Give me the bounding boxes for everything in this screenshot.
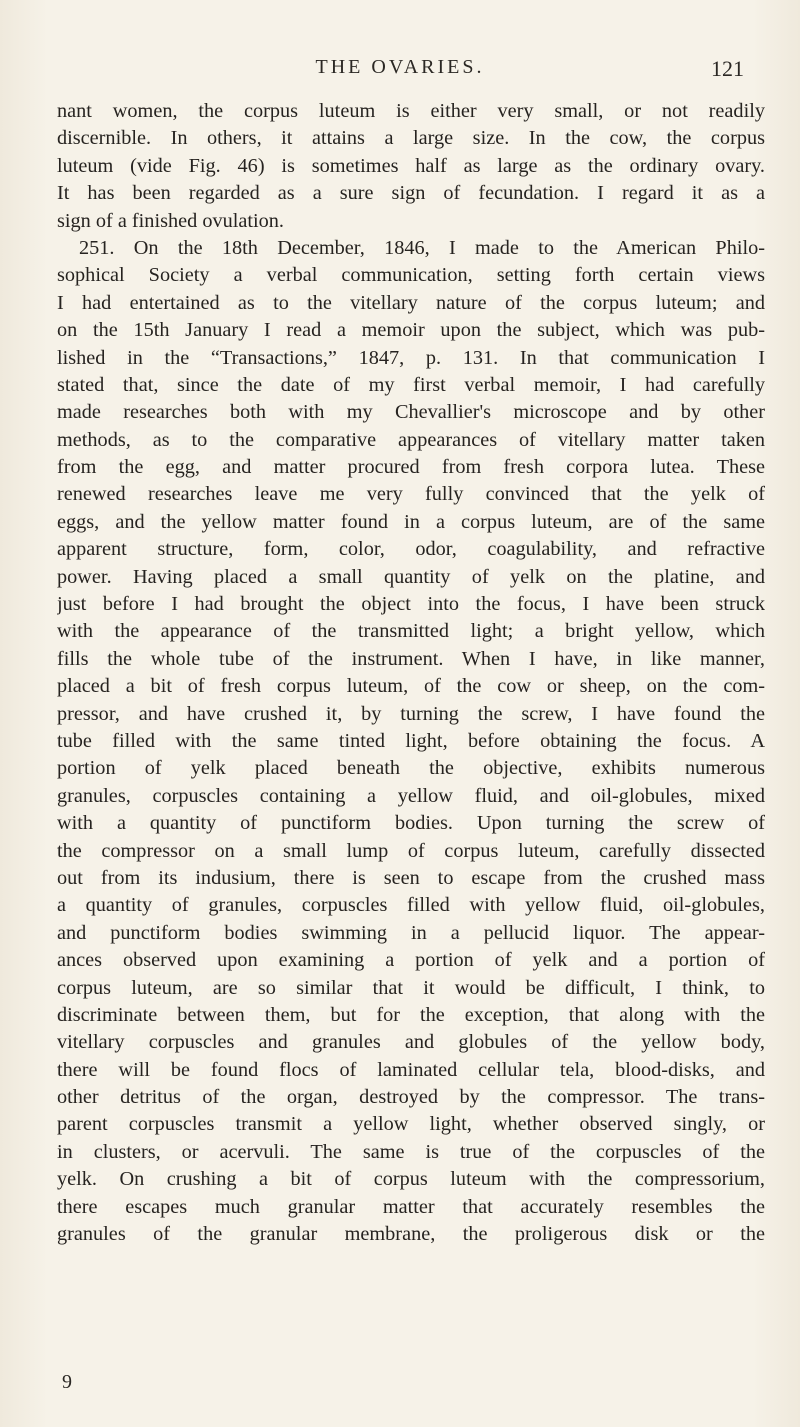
text-line: on the 15th January I read a memoir upon the subject, which was pub- — [57, 319, 765, 342]
text-line: with a quantity of punctiform bodies. Upon turning the screw of — [57, 812, 765, 835]
text-line: discriminate between them, but for the exception, that along with the — [57, 1003, 765, 1026]
text-line: I had entertained as to the vitellary nature of the corpus luteum; and — [57, 291, 765, 314]
text-line: granules, corpuscles containing a yellow fluid, and oil-globules, mixed — [57, 784, 765, 807]
text-line: with the appearance of the transmitted light; a bright yellow, which — [57, 620, 765, 643]
text-line: from the egg, and matter procured from fresh corpora lutea. These — [57, 456, 765, 479]
text-line: tube filled with the same tinted light, before obtaining the focus. A — [57, 729, 765, 752]
text-line: lished in the “Transactions,” 1847, p. 131. In that communication I — [57, 346, 765, 369]
body-text — [57, 98, 765, 1248]
text-line: It has been regarded as a sure sign of fecundation. I regard it as a — [57, 182, 765, 205]
text-line: sign of a finished ovulation. — [57, 209, 285, 232]
text-line: yelk. On crushing a bit of corpus luteum with the compressorium, — [57, 1168, 765, 1191]
text-line: luteum (vide Fig. 46) is sometimes half as large as the ordinary ovary. — [57, 154, 765, 177]
text-line: just before I had brought the object into the focus, I have been struck — [57, 593, 765, 616]
signature-mark: 9 — [62, 1371, 72, 1393]
text-line: out from its indusium, there is seen to escape from the crushed mass — [57, 866, 765, 889]
text-line: stated that, since the date of my first verbal memoir, I had carefully — [57, 373, 765, 396]
paragraph-start-line: 251. On the 18th December, 1846, I made to the American Philo- — [79, 236, 765, 259]
text-line: in clusters, or acervuli. The same is true of the corpuscles of the — [57, 1140, 765, 1163]
text-line: the compressor on a small lump of corpus luteum, carefully dissected — [57, 839, 765, 862]
text-line: ances observed upon examining a portion of yelk and a portion of — [57, 949, 765, 972]
text-line: granules of the granular membrane, the proligerous disk or the — [57, 1223, 765, 1246]
text-line: a quantity of granules, corpuscles filled with yellow fluid, oil-globules, — [57, 894, 765, 917]
text-line: placed a bit of fresh corpus luteum, of the cow or sheep, on the com- — [57, 675, 765, 698]
page-number: 121 — [711, 56, 744, 81]
text-line: apparent structure, form, color, odor, coagulability, and refractive — [57, 538, 765, 561]
text-line: and punctiform bodies swimming in a pellucid liquor. The appear- — [57, 921, 765, 944]
text-line: parent corpuscles transmit a yellow light, whether observed singly, or — [57, 1113, 765, 1136]
running-title: THE OVARIES. — [315, 56, 485, 78]
text-line: nant women, the corpus luteum is either very small, or not readily — [57, 100, 765, 122]
text-line: fills the whole tube of the instrument. When I have, in like manner, — [57, 647, 765, 670]
text-line: sophical Society a verbal communication, setting forth certain views — [57, 264, 765, 287]
text-line: pressor, and have crushed it, by turning the screw, I have found the — [57, 702, 765, 725]
running-head — [0, 56, 800, 86]
text-line: renewed researches leave me very fully convinced that the yelk of — [57, 483, 765, 506]
text-line: methods, as to the comparative appearances of vitellary matter taken — [57, 428, 765, 451]
text-line: portion of yelk placed beneath the objective, exhibits numerous — [57, 757, 765, 780]
text-line: there escapes much granular matter that accurately resembles the — [57, 1195, 765, 1218]
text-line: discernible. In others, it attains a large size. In the cow, the corpus — [57, 127, 765, 150]
text-line: made researches both with my Chevallier's microscope and by other — [57, 401, 765, 424]
text-line: power. Having placed a small quantity of yelk on the platine, and — [57, 565, 765, 588]
text-line: corpus luteum, are so similar that it would be difficult, I think, to — [57, 976, 765, 999]
text-line: there will be found flocs of laminated cellular tela, blood-disks, and — [57, 1058, 765, 1081]
text-line: eggs, and the yellow matter found in a corpus luteum, are of the same — [57, 510, 765, 533]
text-line: vitellary corpuscles and granules and globules of the yellow body, — [57, 1031, 765, 1054]
text-line: other detritus of the organ, destroyed by the compressor. The trans- — [57, 1086, 765, 1109]
